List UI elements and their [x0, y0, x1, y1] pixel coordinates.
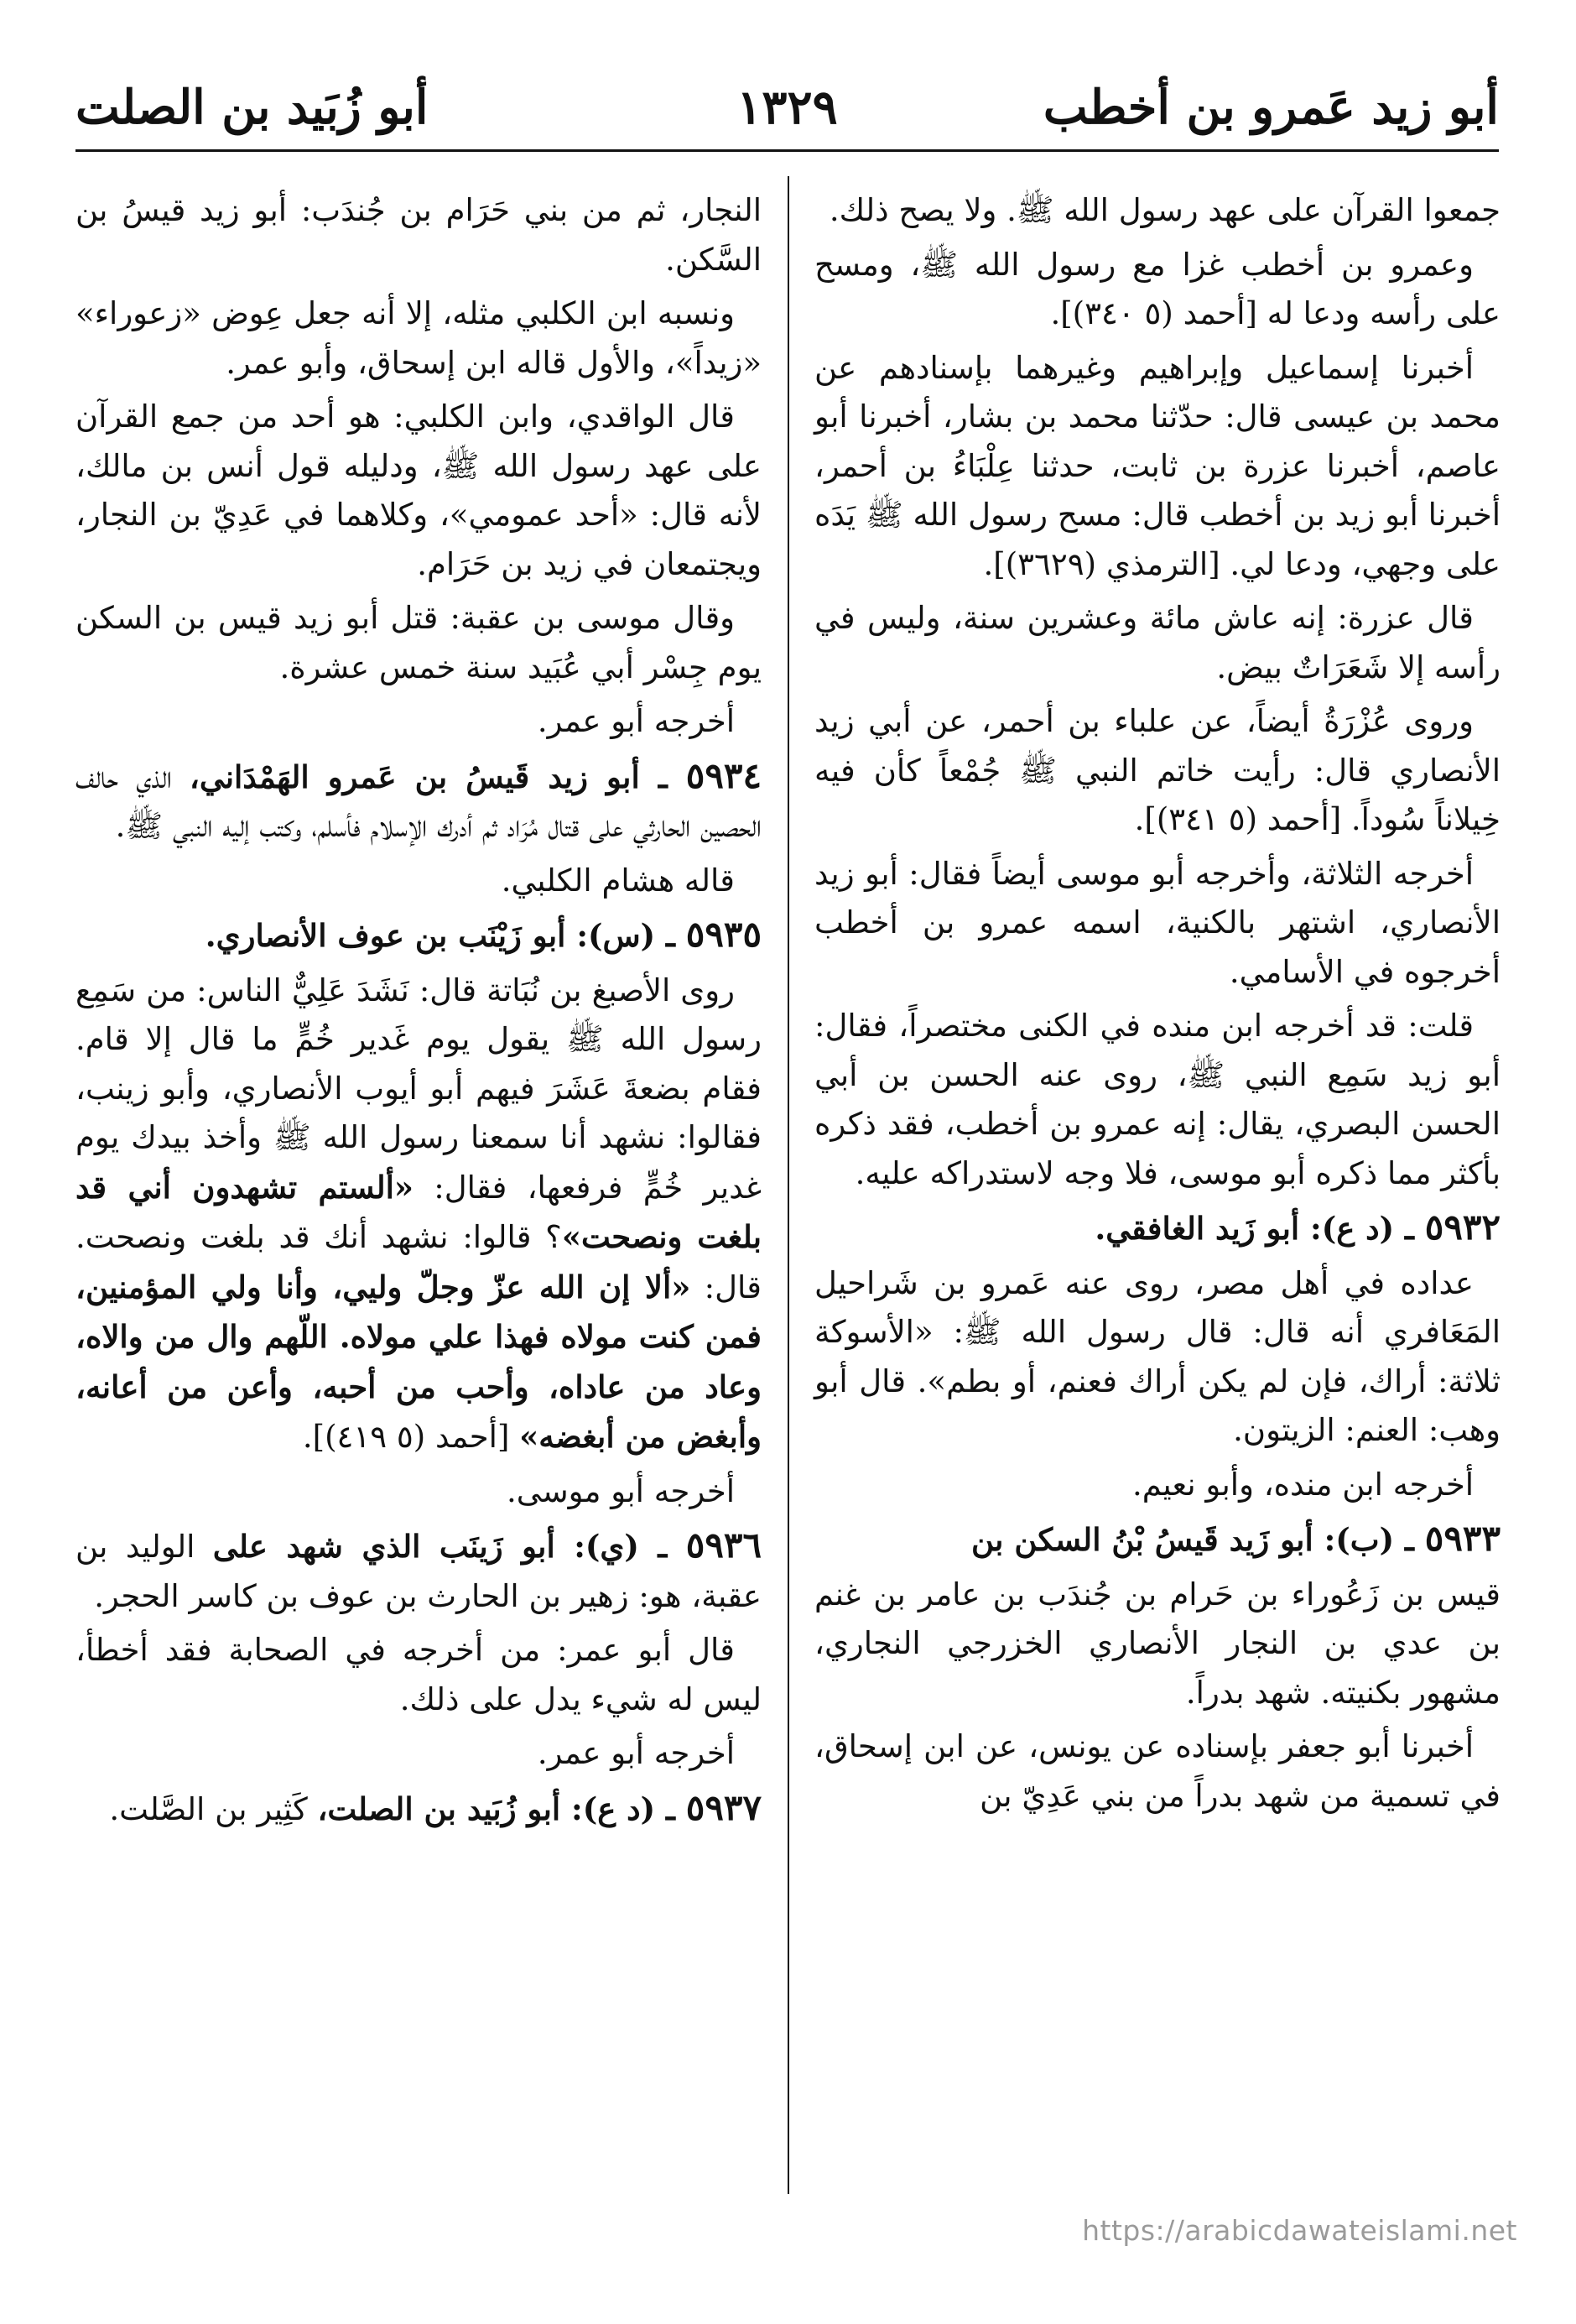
header-right-title: أبو زيد عَمرو بن أخطب	[1043, 80, 1499, 135]
paragraph: وقال موسى بن عقبة: قتل أبو زيد قيس بن السكن يوم جِسْر أبي عُبَيد سنة خمس عشرة.	[75, 600, 762, 685]
entry-title: ـ (د ع): أبو زَيد الغافقي.	[1095, 1210, 1425, 1247]
paragraph: أخبرنا أبو جعفر بإسناده عن يونس، عن ابن إسحاق، في تسمية من شهد بدراً من بني عَدِيّ بن	[814, 1728, 1501, 1814]
left-column	[75, 186, 762, 1839]
paragraph: قلت: قد أخرجه ابن منده في الكنى مختصراً، فقال: أبو زيد سَمِع النبي ﷺ، روى عنه الحسن بن أبي الحسن البصري، يقال: إنه عمرو بن أخطب، فقد ذكره بأكثر مما ذكره أبو موسى، فلا وجه لاستدراكه عليه.	[814, 1008, 1501, 1191]
entry-number: ٥٩٣٥	[685, 914, 762, 955]
text: ؟ قالوا: نشهد أنك قد بلغت ونصحت. قال:	[75, 1219, 762, 1305]
entry-5937	[75, 1784, 762, 1835]
paragraph: أخرجه الثلاثة، وأخرجه أبو موسى أيضاً فقال: أبو زيد الأنصاري، اشتهر بالكنية، اسمه عمرو بن أخطب أخرجوه في الأسامي.	[814, 855, 1501, 990]
paragraph: قال أبو عمر: من أخرجه في الصحابة فقد أخطأ، ليس له شيء يدل على ذلك.	[75, 1632, 762, 1717]
paragraph: أخبرنا إسماعيل وإبراهيم وغيرهما بإسنادهم عن محمد بن عيسى قال: حدّثنا محمد بن بشار، أخبرنا أبو عاصم، أخبرنا عزرة بن ثابت، حدثنا عِلْبَاءُ بن أحمر، أخبرنا أبو زيد بن أخطب قال: مسح رسول الله ﷺ يَدَه على وجهي، ودعا لي. [الترمذي (٣٦٢٩)].	[814, 349, 1501, 582]
entry-5932-heading	[814, 1203, 1501, 1254]
entry-number: ٥٩٣٦	[685, 1524, 762, 1566]
entry-number: ٥٩٣٤	[685, 754, 762, 796]
paragraph: النجار، ثم من بني حَرَام بن جُندَب: أبو زيد قيسُ بن السَّكن.	[75, 192, 762, 278]
entry-title: ـ (ب): أبو زَيد قَيسُ بْنُ السكن بن	[970, 1521, 1425, 1558]
header-left-title: أبو زُبَيد بن الصلت	[75, 80, 429, 135]
paragraph: وروى عُزْرَةُ أيضاً، عن علباء بن أحمر، عن أبي زيد الأنصاري قال: رأيت خاتم النبي ﷺ جُمْعاً كأن فيه خِيلاناً سُوداً. [أحمد (٥ ٣٤١)].	[814, 703, 1501, 837]
hadith-quote: «ألستم تشهدون أني قد بلغت ونصحت»	[75, 1168, 762, 1255]
paragraph: وعمرو بن أخطب غزا مع رسول الله ﷺ، ومسح على رأسه ودعا له [أحمد (٥ ٣٤٠)].	[814, 246, 1501, 331]
text: [أحمد (٥ ٤١٩)].	[302, 1419, 520, 1455]
entry-text: كَثِير بن الصَّلت.	[109, 1790, 318, 1827]
paragraph: قاله هشام الكلبي.	[501, 862, 735, 899]
entry-5933-heading	[814, 1514, 1501, 1566]
paragraph: قال عزرة: إنه عاش مائة وعشرين سنة، وليس في رأسه إلا شَعَرَاتٌ بيض.	[814, 600, 1501, 685]
watermark-url: https://arabicdawateislami.net	[1082, 2214, 1517, 2247]
page-number: ١٣٢٩	[736, 80, 838, 135]
paragraph: جمعوا القرآن على عهد رسول الله ﷺ. ولا يصح ذلك.	[829, 192, 1501, 228]
entry-title: ـ (س): أبو زَيْنَب بن عوف الأنصاري.	[205, 917, 686, 954]
paragraph: عداده في أهل مصر، روى عنه عَمرو بن شَراحيل المَعَافري أنه قال: قال رسول الله ﷺ: «الأسوكة ثلاثة: أراك، فإن لم يكن أراك فعنم، أو بطم». قال أبو وهب: العنم: الزيتون.	[814, 1264, 1501, 1448]
paragraph: قال الواقدي، وابن الكلبي: هو أحد من جمع القرآن على عهد رسول الله ﷺ، ودليله قول أنس بن مالك، لأنه قال: «أحد عمومي»، وكلاهما في عَدِيّ بن النجار، ويجتمعان في زيد بن حَرَام.	[75, 399, 762, 582]
right-column	[814, 186, 1501, 1826]
entry-5934	[75, 752, 762, 852]
entry-text: الذي حالف الحصين الحارثي على قتال مُرَاد ثم أدرك الإسلام فأسلم، وكتب إليه النبي ﷺ.	[75, 758, 762, 844]
paragraph: أخرجه أبو عمر.	[537, 703, 735, 739]
paragraph	[75, 967, 762, 1462]
paragraph: قيس بن زَعُوراء بن حَرام بن جُندَب بن عامر بن غنم بن عدي بن النجار الأنصاري الخزرجي النجاري، مشهور بكنيته. شهد بدراً.	[814, 1576, 1501, 1711]
paragraph: أخرجه ابن منده، وأبو نعيم.	[1131, 1466, 1474, 1503]
hadith-quote: «ألا إن الله عزّ وجلّ وليي، وأنا ولي المؤمنين، فمن كنت مولاه فهذا علي مولاه. اللّهم وال من والاه، وعاد من عاداه، وأحب من أحبه، وأعن من أعانه، وأبغض من أبغضه»	[75, 1268, 762, 1455]
entry-text: الوليد بن عقبة، هو: زهير بن الحارث بن عوف بن كاسر الحجر.	[75, 1529, 762, 1614]
entry-5935-heading	[75, 910, 762, 961]
entry-number: ٥٩٣٣	[1424, 1518, 1501, 1559]
paragraph: أخرجه أبو موسى.	[506, 1472, 735, 1509]
entry-title: ـ أبو زيد قَيسُ بن عَمرو الهَمْدَاني،	[189, 758, 686, 795]
text: روى الأصبغ بن نُبَاتة قال: نَشَدَ عَلِيٌّ الناس: من سَمِع رسول الله ﷺ يقول يوم غَدير خُمٍّ ما قال إلا قام. فقام بضعةَ عَشَرَ فيهم أبو أيوب الأنصاري، وأبو زينب، فقالوا: نشهد أنا سمعنا رسول الله ﷺ وأخذ بيدك يوم غدير خُمٍّ فرفعها، فقال:	[75, 972, 762, 1206]
entry-number: ٥٩٣٧	[685, 1786, 762, 1828]
entry-number: ٥٩٣٢	[1424, 1206, 1501, 1248]
paragraph: ونسبه ابن الكلبي مثله، إلا أنه جعل عِوض «زعوراء» «زيداً»، والأول قاله ابن إسحاق، وأبو عمر.	[75, 295, 762, 381]
entry-title: ـ (ي): أبو زَينَب الذي شهد على	[212, 1528, 686, 1565]
column-divider	[788, 176, 789, 2194]
paragraph: أخرجه أبو عمر.	[537, 1735, 735, 1771]
entry-5936	[75, 1521, 762, 1621]
entry-title: ـ (د ع): أبو زُبَيد بن الصلت،	[317, 1790, 686, 1827]
running-header	[75, 74, 1499, 152]
